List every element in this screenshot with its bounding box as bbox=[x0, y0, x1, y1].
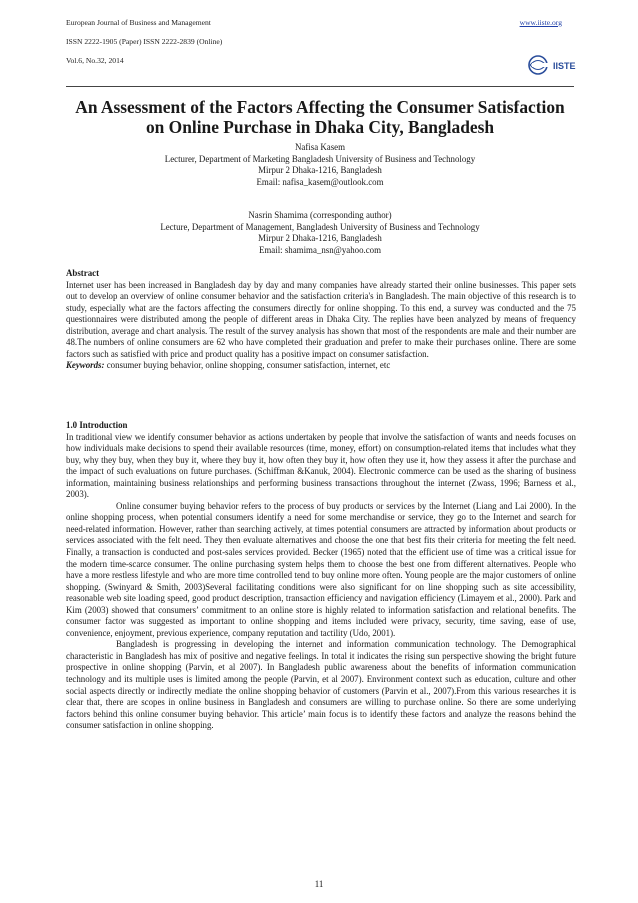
author-name: Nasrin Shamima (corresponding author) bbox=[248, 210, 392, 220]
journal-header bbox=[66, 18, 576, 88]
abstract-text: Internet user has been increased in Bangladesh day by day and many companies have already started their online businesses. This paper sets out to develop an overview of online consumer behavior and the satisfaction criteria's in Bangladesh. The main objective of this research is to study, especially what are the factors affecting the consumers directly for online shopping. To this end, a survey was conducted and the 75 questionnaires were distributed among the people of different areas in Dhaka City. The replies have been analyzed by means of frequency distribution, average and chart analysis. The result of the survey analysis has shown that most of the respondents are male and their number are 48.The numbers of online consumers are 62 who have completed their graduation and prefer to make their purchases online. There are some factors such as satisfied with price and product quality has a positive impact on consumer satisfaction. bbox=[66, 279, 576, 359]
author-affiliation: Lecture, Department of Management, Bangladesh University of Business and Technology bbox=[160, 221, 480, 232]
author-address: Mirpur 2 Dhaka-1216, Bangladesh bbox=[258, 165, 382, 176]
issn-line: ISSN 2222-1905 (Paper) ISSN 2222-2839 (Online) bbox=[66, 37, 223, 46]
header-divider bbox=[66, 86, 574, 87]
journal-name: European Journal of Business and Management bbox=[66, 18, 211, 27]
keywords-label: Keywords: bbox=[66, 360, 105, 371]
author-name: Nafisa Kasem bbox=[294, 142, 346, 152]
author-email: Email: nafisa_kasem@outlook.com bbox=[256, 176, 384, 187]
iiste-logo-icon bbox=[526, 54, 576, 76]
introduction-heading: 1.0 Introduction bbox=[66, 420, 128, 430]
logo-text: IISTE bbox=[553, 61, 576, 71]
volume-line: Vol.6, No.32, 2014 bbox=[66, 56, 124, 65]
intro-paragraph: Bangladesh is progressing in developing the internet and information communication technology. The Demographical characteristic in Bangladesh has mix of positive and negative feelings. In total it indicates the rising sun perspective showing the bright future prospective in online shopping (Parvin, et al 2007). In Bangladesh public awareness about the benefits of information communication technology and its multiple uses is limited among the people (Parvin, et al 2007). Environment context such as education, culture and other social aspects directly or indirectly mediate the online shopping behavior of customers (Parvin et al., 2007).From this various researches it is clear that, there are scopes in online business in Bangladesh and consumers are willing to purchase online. So there are some underlying factors behind this online consumer buying behavior. This article’ main focus is to identify these factors and analyze the reasons behind the consumer satisfaction in online shopping. bbox=[66, 639, 576, 731]
author-email: Email: shamima_nsn@yahoo.com bbox=[258, 244, 382, 255]
intro-paragraph: Online consumer buying behavior refers to the process of buy products or services by the Internet (Liang and Lai 2000). In the online shopping process, when potential consumers identify a need for some merchandise or service, they go to the Internet and search for need-related information. However, rather than searching actively, at times potential consumers are attracted by information about products or services associated with the felt need. They then evaluate alternatives and choose the one that best fits their criteria for meeting the felt need. Finally, a transaction is conducted and post-sales services provided. Becker (1965) noted that the efficient use of time was a critical issue for the modern time-scarce consumer. The online purchasing system helps them to choose the best one from different alternatives. People who have a more restless lifestyle and who are more time controlled tend to buy online more often. Young people are the major customers of online shopping. (Swinyard & Smith, 2003)Several facilitating conditions were also significant for on line shopping such as site accessibility, reasonable web site loading speed, good product description, transaction efficiency and navigation efficiency (Limayem et al., 2000). Park and Kim (2003) showed that consumers’ commitment to an online store is highly related to information satisfaction and relational benefits. The consumer factor was suggested as important to online shopping and items included were privacy, security, time saving, ease of use, convenience, enjoyment, previous experience, company reputation and tactility (Udo, 2001). bbox=[66, 500, 576, 638]
page-number: 11 bbox=[314, 879, 324, 889]
introduction-section bbox=[66, 420, 576, 732]
intro-paragraph: In traditional view we identify consumer behavior as actions undertaken by people that involve the satisfaction of wants and needs focuses on how individuals make decisions to spend their available resources (time, money, effort) on consumption-related items that includes what they buy, why they buy, when they buy it, where they buy it, how often they buy it, how often they use it, how they assess it after the purchase and the impact of such evaluations on future purchases. (Schiffman &Kanuk, 2004). Electronic commerce can be used as the sharing of business information, maintaining business relationships and performing business transactions throughout the internet (Zwass, 1996; Barness et al., 2003). bbox=[66, 431, 576, 500]
author-address: Mirpur 2 Dhaka-1216, Bangladesh bbox=[258, 233, 382, 244]
keywords-text: consumer buying behavior, online shopping, consumer satisfaction, internet, etc bbox=[104, 360, 391, 371]
journal-url-link[interactable]: www.iiste.org bbox=[519, 18, 562, 27]
author-affiliation: Lecturer, Department of Marketing Bangladesh University of Business and Technology bbox=[164, 153, 476, 164]
author-block-1 bbox=[70, 142, 570, 188]
abstract-section bbox=[66, 268, 576, 372]
paper-title: An Assessment of the Factors Affecting the Consumer Satisfaction on Online Purchase in Dhaka City, Bangladesh bbox=[75, 97, 565, 137]
author-block-2 bbox=[70, 210, 570, 256]
keywords-line bbox=[66, 360, 576, 372]
abstract-heading: Abstract bbox=[66, 268, 100, 278]
